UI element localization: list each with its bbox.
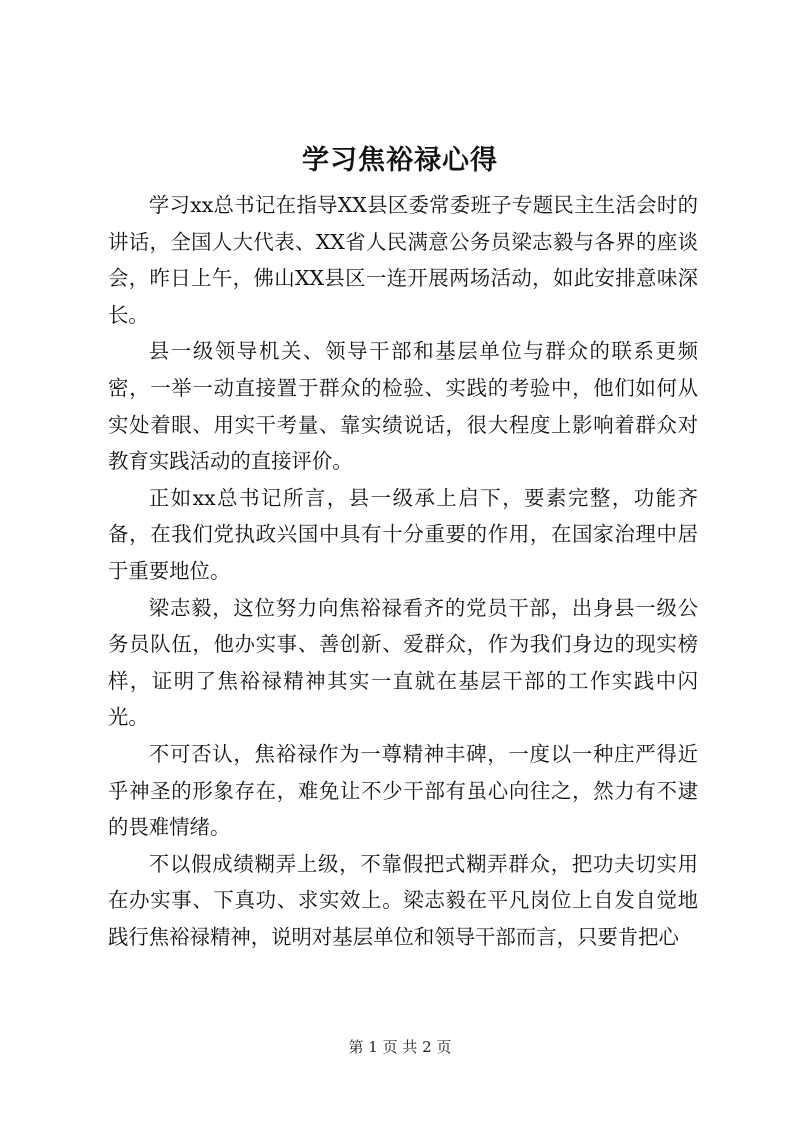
paragraph-6: 不以假成绩糊弄上级，不靠假把式糊弄群众，把功夫切实用在办实事、下真功、求实效上。梁志毅在平凡岗位上自发自觉地践行焦裕禄精神，说明对基层单位和领导干部而言，只要肯把心 xyxy=(108,851,698,949)
paragraph-4: 梁志毅，这位努力向焦裕禄看齐的党员干部，出身县一级公务员队伍，他办实事、善创新、爱群众，作为我们身边的现实榜样，证明了焦裕禄精神其实一直就在基层干部的工作实践中闪光。 xyxy=(108,595,698,730)
document-title: 学习焦裕禄心得 xyxy=(302,145,498,176)
paragraph-5: 不可否认，焦裕禄作为一尊精神丰碑，一度以一种庄严得近乎神圣的形象存在，难免让不少干部有虽心向往之，然力有不逮的畏难情绪。 xyxy=(108,741,698,840)
paragraph-1: 学习xx总书记在指导XX县区委常委班子专题民主生活会时的讲话，全国人大代表、XX省人民满意公务员梁志毅与各界的座谈会，昨日上午，佛山XX县区一连开展两场活动，如此安排意味深长。 xyxy=(108,193,698,327)
paragraph-3: 正如xx总书记所言，县一级承上启下，要素完整，功能齐备，在我们党执政兴国中具有十分重要的作用，在国家治理中居于重要地位。 xyxy=(108,485,698,583)
document-body xyxy=(108,187,698,955)
page-number-footer: 第 1 页 共 2 页 xyxy=(348,1038,452,1056)
paragraph-2: 县一级领导机关、领导干部和基层单位与群众的联系更频密，一举一动直接置于群众的检验、实践的考验中，他们如何从实处着眼、用实干考量、靠实绩说话，很大程度上影响着群众对教育实践活动的直接评价。 xyxy=(108,339,698,474)
